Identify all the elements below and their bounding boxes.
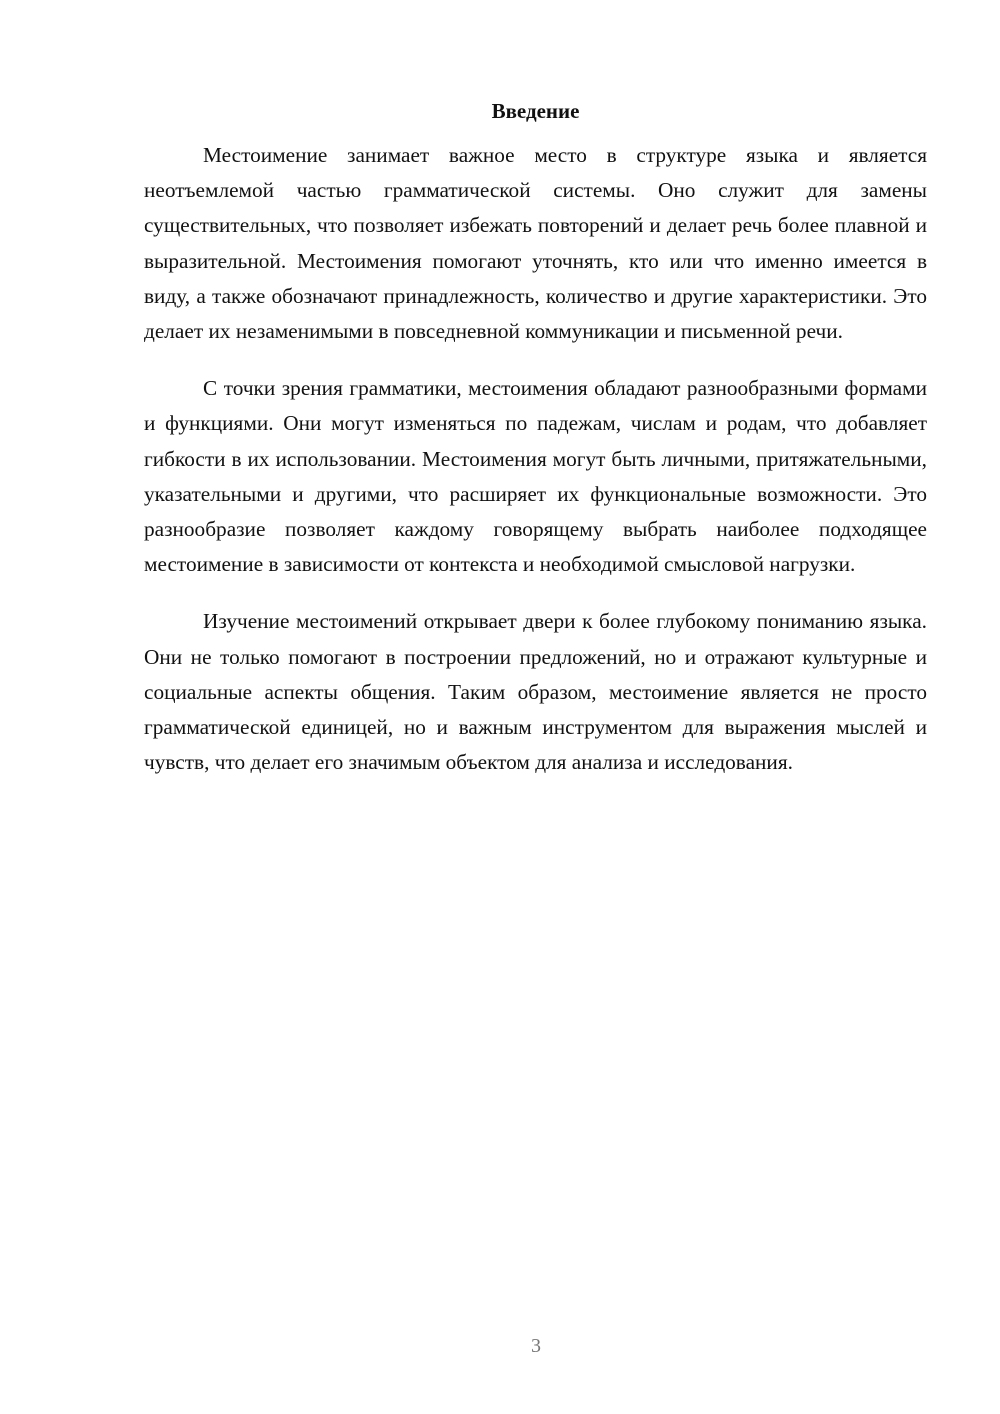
section-title: Введение <box>491 99 580 123</box>
paragraph-2: С точки зрения грамматики, местоимения обладают разнообразными формами и функциями. Они могут изменяться по падежам, числам и родам, что добавляет гибкости в их использовании. Местоимения могут быть личными, притяжательными, указательными и другими, что расширяет их функциональные возможности. Это разнообразие позволяет каждому говорящему выбрать наиболее подходящее местоимение в зависимости от контекста и необходимой смысловой нагрузки. <box>144 376 927 577</box>
paragraph-3: Изучение местоимений открывает двери к более глубокому пониманию языка. Они не только помогают в построении предложений, но и отражают культурные и социальные аспекты общения. Таким образом, местоимение является не просто грамматической единицей, но и важным инструментом для выражения мыслей и чувств, что делает его значимым объектом для анализа и исследования. <box>144 609 927 775</box>
page-number: 3 <box>531 1335 541 1357</box>
paragraph-1: Местоимение занимает важное место в структуре языка и является неотъемлемой частью грамматической системы. Оно служит для замены существительных, что позволяет избежать повторений и делает речь более плавной и выразительной. Местоимения помогают уточнять, кто или что именно имеется в виду, а также обозначают принадлежность, количество и другие характеристики. Это делает их незаменимыми в повседневной коммуникации и письменной речи. <box>144 143 927 344</box>
document-body <box>144 96 927 802</box>
